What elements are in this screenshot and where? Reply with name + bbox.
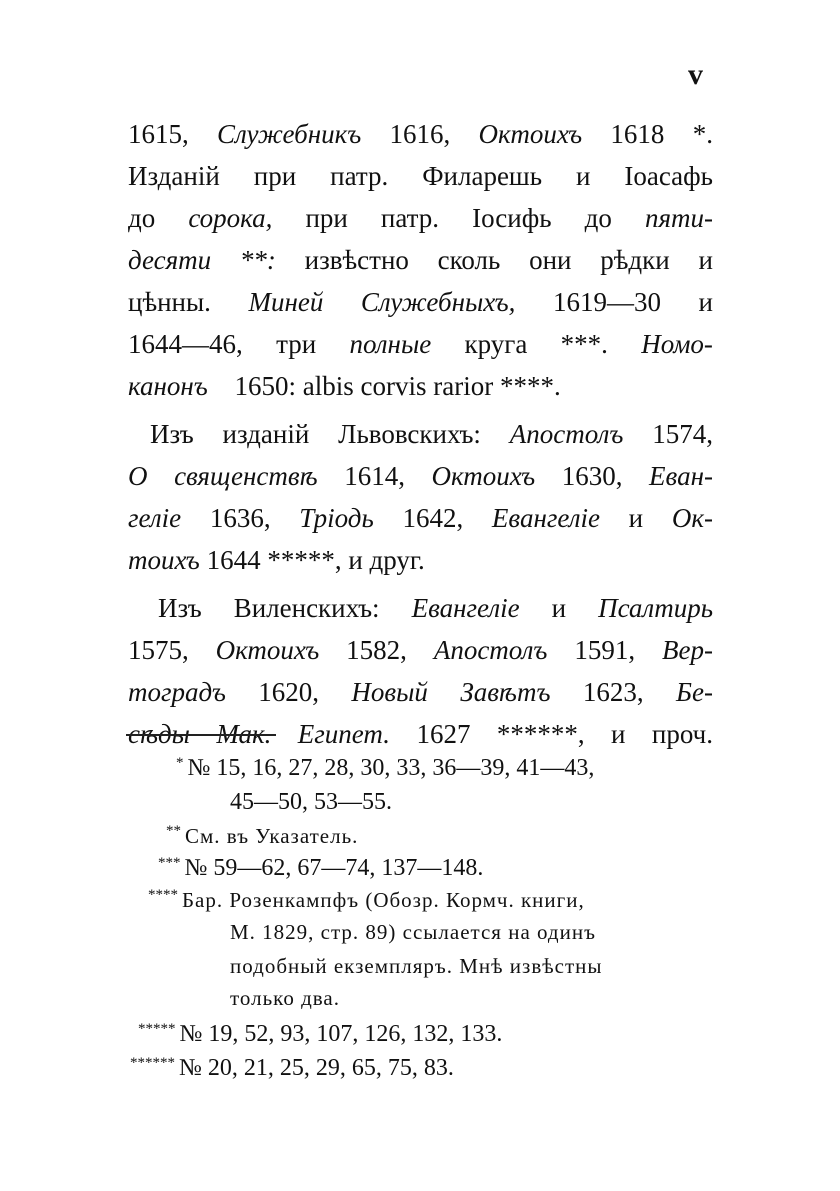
page-number: v bbox=[688, 58, 703, 91]
footnote-ref-2: **: bbox=[239, 245, 276, 275]
footnote-4: **** Бар. Розенкампфъ (Обозр. Кормч. книги, bbox=[148, 887, 585, 912]
footnote-ref-5: *****, bbox=[267, 545, 342, 575]
p2-line-4: тоихъ 1644 *****, и друг. bbox=[128, 545, 425, 575]
p1-line-6: 1644—46, три полные круга ***. Номо- bbox=[128, 323, 713, 365]
p2-line-2: О священствѣ 1614, Октоихъ 1630, Еван- bbox=[128, 461, 713, 491]
p1-line-5: цѣнны. Миней Служебныхъ, 1619—30 и bbox=[128, 287, 713, 317]
footnote-ref-1: *. bbox=[692, 119, 713, 149]
p3-line-3: тоградъ 1620, Новый Завѣтъ 1623, Бе- bbox=[128, 677, 713, 707]
footnote-ref-3: ***. bbox=[560, 329, 608, 359]
p2-line-1: Изъ изданій Львовскихъ: Апостолъ 1574, bbox=[150, 419, 713, 449]
p1-line-3: до сорока, при патр. Іосифь до пяти- bbox=[128, 203, 713, 233]
footnote-5: ***** № 19, 52, 93, 107, 126, 132, 133. bbox=[138, 1021, 503, 1047]
p1-line-4: десяти **: извѣстно сколь они рѣдки и bbox=[128, 239, 713, 281]
footnote-6: ****** № 20, 21, 25, 29, 65, 75, 83. bbox=[130, 1055, 454, 1081]
footnote-ref-6: ******, bbox=[496, 719, 585, 749]
footnote-1-continued: 45—50, 53—55. bbox=[230, 789, 392, 815]
main-text bbox=[128, 113, 713, 755]
footnote-4-continued-1: М. 1829, стр. 89) ссылается на одинъ bbox=[230, 920, 596, 944]
footnote-ref-4: ****. bbox=[499, 371, 561, 401]
p3-line-2: 1575, Октоихъ 1582, Апостолъ 1591, Вер- bbox=[128, 635, 713, 665]
footnote-4-continued-3: только два. bbox=[230, 986, 340, 1010]
p3-line-1: Изъ Виленскихъ: Евангеліе и Псалтирь bbox=[158, 593, 713, 623]
footnote-2: ** См. въ Указатель. bbox=[166, 823, 359, 848]
p1-line-2: Изданій при патр. Филарешь и Іоасафь bbox=[128, 161, 713, 191]
p1-line-1: 1615, Служебникъ 1616, Октоихъ 1618 *. bbox=[128, 113, 713, 155]
p3-line-4: сѣды Мак. Египет. 1627 ******, и проч. bbox=[128, 713, 713, 755]
p2-line-3: геліе 1636, Тріодь 1642, Евангеліе и Ок- bbox=[128, 503, 713, 533]
footnote-3: *** № 59—62, 67—74, 137—148. bbox=[158, 855, 484, 881]
footnote-4-continued-2: подобный екземпляръ. Мнѣ извѣстны bbox=[230, 954, 603, 978]
footnote-1: * № 15, 16, 27, 28, 30, 33, 36—39, 41—43, bbox=[176, 755, 595, 781]
p1-line-7: канонъ 1650: albis corvis rarior ****. bbox=[128, 371, 561, 401]
footnote-rule bbox=[126, 734, 276, 736]
